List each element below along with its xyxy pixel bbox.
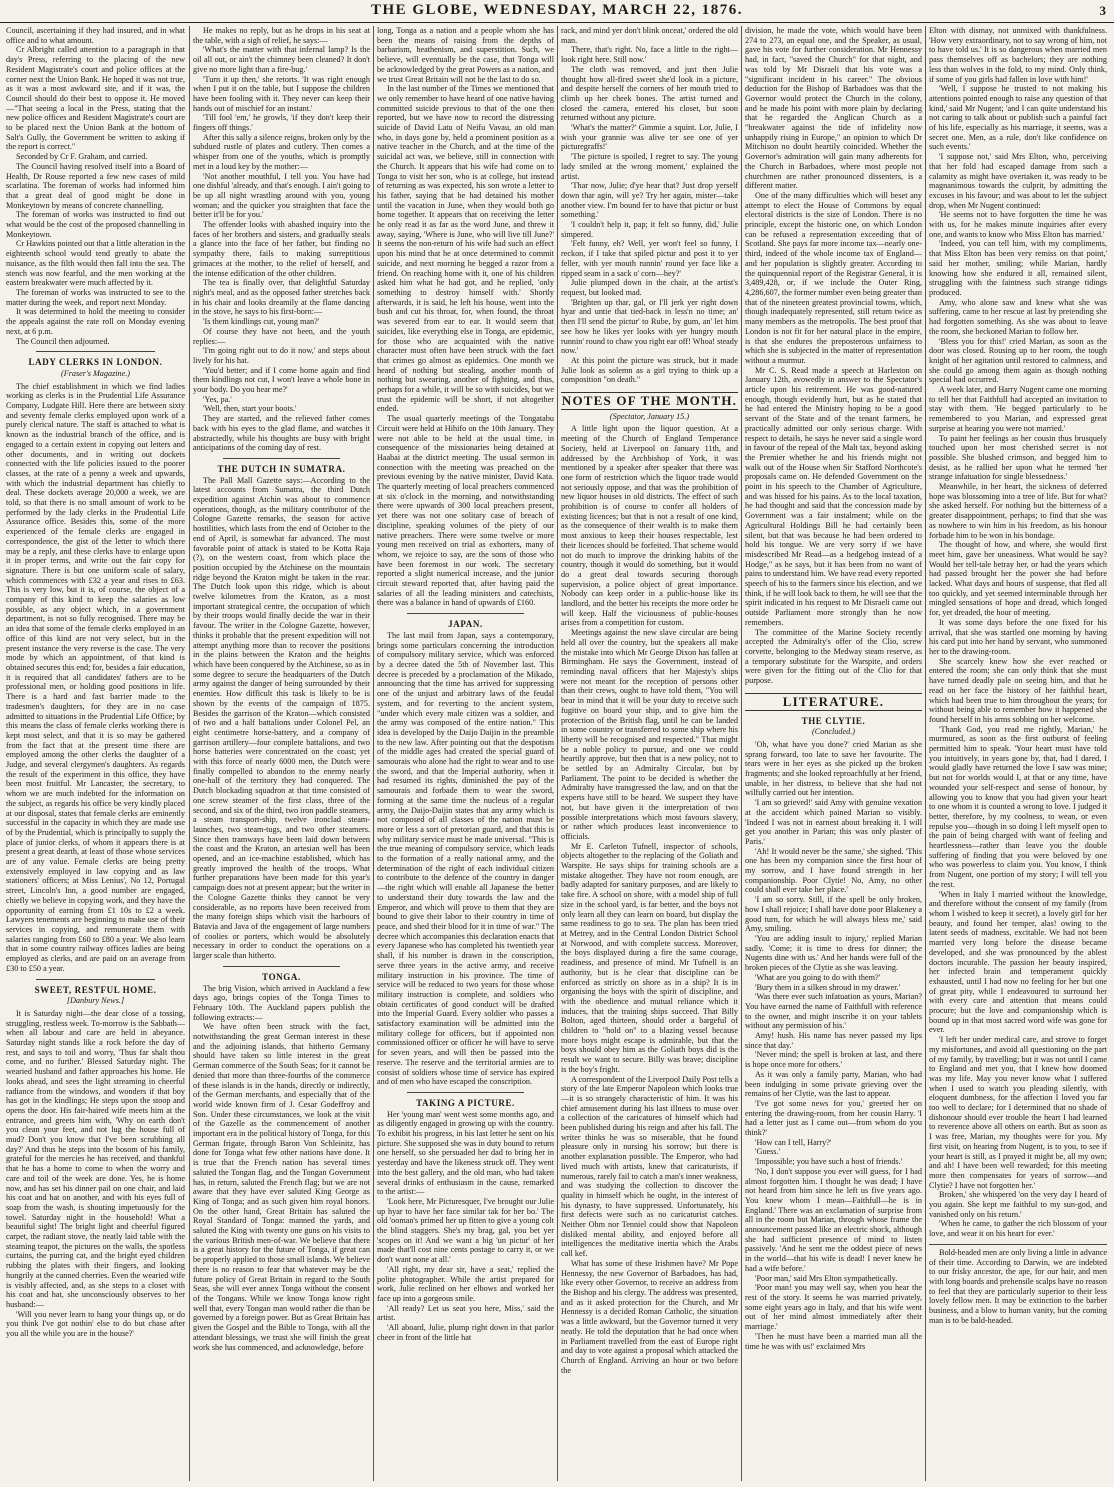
column-rule [557,26,558,1481]
section-divider [407,1092,524,1093]
article-paragraph: It was determined to hold the meeting to consider the appeals against the rate roll on Monday evening next, at 6 p.m. [6,307,185,336]
article-paragraph: 'Then he must have been a married man all the time he was with us!' exclaimed Mrs [745,1331,922,1351]
article-paragraph: Cr Hawkins pointed out that a little alteration in the eighteenth school would tend greatly to abate the nuisance, as the filth would then fall into the sea. The stench was now fearful, and the men working at the eastern breakwater were much affected by it. [6,239,185,288]
column-5 [745,26,922,1481]
section-heading: TAKING A PICTURE. [416,1097,515,1108]
article-paragraph: The brig Vision, which arrived in Auckland a few days ago, brings copies of the Tonga Times to February 10th. The Auckland papers publish the following extracts:— [193,983,370,1022]
article-paragraph: 'How can I tell, Harry?' [755,1137,832,1147]
article-paragraph: One of the many difficulties which will beset any attempt to elect the House of Commons by equal electoral districts is the size of London. There is no principle, except the historic one, on which London can be refused a representation exceeding that of Scotland. She pays far more income tax—nearly one-third, indeed of the whole income tax of England—and her population is slightly greater. According to the quinquennial report of the Registrar General, it is 3,489,428, or, if we include the Outer Ring, 4,286,607, the former number even being greater than that of the nineteen greatest provincial towns, which, though inadequately represented, still return twice as many members as the metropolis. The best proof that London is not fit for her natural place in the empire, is that she endures the preposterous unfairness to which she is subjected in the matter of representation without a murmur. [745,190,922,365]
article-paragraph: 'I am so grieved!' said Amy with genuine vexation at the accident which pained Marian so visibly. 'Indeed I was not in earnest about breaking it. I will get you another in Parian; this was only plaster of Paris.' [745,798,922,846]
column-3 [377,26,554,1481]
section-divider [223,458,340,459]
article-paragraph: The tea is finally over, that delightful Saturday night's meal, and as the opposed father stretches back in his chair and looks dreamily at the flame dancing in the stove, he says to his first-born:— [193,278,370,317]
article-paragraph: 'All right, my dear sir, have a seat,' replied the polite photographer. While the artist prepared for work, Julie reclined on her elbows and worked her face up into a gorgeous smile. [377,1264,554,1303]
article-paragraph: She scarcely knew how she ever reached or entered the room; she can only think that she must have turned deadly pale on seeing him, and that he read on her face the history of her faithful heart, which had been true to him throughout the years; for without being able to remember how it happened she found herself in his arms sobbing on her welcome. [929,656,1107,724]
article-paragraph: The foreman of works was instructed to see to the matter during the week, and report next Monday. [6,287,185,307]
article-paragraph: 'All ready? Let us seat you here, Miss,' said the artist. [377,1303,554,1323]
literature-heading-box [745,693,922,711]
article-paragraph: 'Indeed, you can tell him, with my compliments, that Miss Elton has been very remiss on that point,' said her mother, smiling; while Marian, hardly knowing how she endured it all, remained silent, struggling with the faintness such strange tidings produced. [929,239,1107,297]
section-divider [929,1244,1107,1245]
column-6 [929,26,1107,1481]
section-heading: TONGA. [262,971,301,982]
column-rule [373,26,374,1481]
article-paragraph: 'What are you going to do with them?' [755,972,881,982]
article-paragraph: The committee of the Marine Society recently accepted the Admiralty's offer of the Clio, screw corvette, belonging to the Medway steam reserve, as a temporary substitute for the Warspite, and orders were given for the fitting out of the Clio for that purpose. [745,627,922,686]
article-paragraph: long, Tonga as a nation and a people whom she has been the means of raising from the depths of barbarism, heathenism, and superstition. Such, we believe, will eventually be the case, that Tonga will be acknowledged by the great Powers as a nation, and we trust Great Britain will not be the last to do so. [377,26,554,84]
section-heading: LADY CLERKS IN LONDON. [28,357,163,368]
article-paragraph: 'Not another mouthful, I tell you. You have had one dishful 'already, and that's enough. I ain't going to be up all night wrastling around with you, young woman; and the quicker you straighten that face the better it'll be for you.' [193,171,370,220]
section-source: [Danbury News.] [66,996,125,1006]
article-paragraph: It was some days before the one fixed for his arrival, that she was startled one morning by having his card put into her hand by servant, who summoned her to the drawing-room. [929,617,1107,656]
article-paragraph: 'I'm going right out to do it now,' and steps about lively for his hat. [193,346,370,365]
article-paragraph: 'Oh, what have you done?' cried Marian as she sprang forward, too late to save her favourite. The tears were in her eyes as she picked up the broken fragments; and she looked reproachfully at her friend, unable, in her distress, to believe that she had not wilfully carried out her intention. [745,739,922,798]
article-paragraph: A week later, and Harry Nugent came one morning to tell her that Faithfull had accepted an invitation to stay with them. 'He begged particularly to be remembered to you Marian, and expressed great surprise at hearing you were not married.' [929,385,1107,433]
article-paragraph: As it was only a family party, Marian, who had been indulging in some private grieving over the remains of her Clytie, was the last to appear. [745,1069,922,1099]
section-source: (Spectator, January 15.) [609,411,690,421]
section-divider [36,979,155,980]
article-paragraph: Bold-headed men are only living a little in advance of their time. According to Darwin, we are indebted to our frisky ancestor, the ape, for our hair, and men with long boards and prehensile scalps have no reason to feel that they are particularly superior to their less lovely fellow men. It may be extinction to the barber business, and a blow to human vanity, but the coming man is to be bald-headed. [929,1247,1107,1325]
article-paragraph: The Council having resolved itself into a Board of Health, Dr Rouse reported a few new cases of mild scarlatina. The foreman of works had informed him that a great deal of good might be done in Monkeytown by means of concrete channelling. [6,161,185,210]
story-title: THE CLYTIE. [801,715,866,726]
article-paragraph: Meanwhile, in her heart, the sickness of deferred hope was blossoming into a tree of life. But for what? she asked herself. For nothing but the bitterness of a greater disappointment, perhaps; to find that she was as nowhere to win him in his freedom, as his honour forbade him to be won in his bondage. [929,482,1107,540]
article-paragraph: Elton with dismay, not unmixed with thankfulness. 'How very extraordinary, not to say wrong of him, not to have told us.' It is so dangerous when married men pass themselves off as bachelors; they are nothing less than wolves in the fold, to my mind. Only think, if some of you girls had fallen in love with him!' [929,26,1107,84]
article-paragraph: 'Well, I suppose he trusted to not making his attentions pointed enough to raise any question of that kind,' said Mr Nugent; 'and I can quite understand his not caring to talk about or publish such a painful fact of his life, especially as his marriage, it seems, was a secret one. Men, as a rule, don't like confidence on such events.' [929,84,1107,152]
article-paragraph: Amy! hush. His name has never passed my lips since that day.' [745,1031,922,1050]
article-paragraph: Council, ascertaining if they had insured, and in what office and to what amount. [6,26,185,45]
article-paragraph: There, that's right. No, face a little to the right—look right here. Still now.' [561,45,738,65]
article-paragraph: 'What's the matter with that infernal lamp? Is the oil all out, or ain't the chimney been cleaned? It don't give no more light than a fire-bug.' [193,45,370,74]
article-paragraph: The Council then adjourned. [16,336,110,346]
article-paragraph: 'You'd better; and if I come home again and find them kindlings not cut, I won't leave a whole bone in your body. Do you hear me?' [193,365,370,395]
article-paragraph: 'Never mind; the spell is broken at last, and there is hope once more for others.' [745,1050,922,1070]
section-heading: THE DUTCH IN SUMATRA. [217,463,346,474]
section-source: (Fraser's Magazine.) [60,368,131,378]
article-paragraph: Of course they have not been, and the youth replies:— [193,326,370,346]
article-paragraph: 'Till fool 'em,' he growls, 'if they don't keep their fingers off things.' [193,113,370,133]
article-paragraph: 'Ah! It would never be the same,' she sighed. 'This one has been my companion since the first hour of my sorrow, and I have found strength in her companionship. Poor Clytie! No, Amy, no other could shall ever take her place.' [745,846,922,895]
article-paragraph: 'When he came, to gather the rich blossom of your love, and wear it on his heart for ever.' [929,1219,1107,1239]
article-paragraph: 'Impossible; you have such a host of friends.' [755,1157,903,1167]
article-paragraph: rack, and mind yer don't blink onceat,' ordered the old man. [561,26,738,45]
column-4 [561,26,738,1481]
article-paragraph: He makes no reply, but as he drops in his seat at the table, with a sigh of relief, he says:— [193,26,370,45]
article-paragraph: division, he made the vote, which would have been 274 to 273, an equal one, and the Speaker, as usual, gave his vote for further consideration. Mr Hennessy had, in fact, "saved the Church" for that night, and was told by Mr Disraeli that his vote was a "significant incident in his career." The obvious deduction for the Bishop of Barbadoes was that the Governor would protect the Church in the colony, and he made his point with more plain by declaring that he regarded the Anglican Church as a "breakwater against the tide of infidelity now unhappily rising in Europe," an opinion to which Dr Mitchison no doubt heartily coincided. Whether the Governor's admiration will gain many adherents for the Church in Barbadoes, where most people not churchmen are rather pronounced dissenters, is a different matter. [745,26,922,191]
article-paragraph: A little light upon the liquor question. At a meeting of the Church of England Temperance Society, held at Liverpool on January 11th, and addressed by the Archbishop of York, it was mentioned by a speaker after speaker that there was one form of restriction which the liquor trade would not seriously oppose, and that was the prohibition of new liquor houses in old districts. The effect of such prohibition is of course to confer all holders of existing licences; but that is not a result of one kind, as the consequence of their wealth is to make them most anxious to keep their houses respectable, lest their licences should be forfeited. That scheme would not do much to improve the drinking habits of the country, though it would do something, but it would do a great deal towards securing thorough supervision, a police object of great importance. Nobody can keep order in a public-house like its landlord, and the better his receipts the more order he will keep. Half the viciousness of public-houses arises from a competition for custom. [561,424,738,628]
article-paragraph: Julie plumped down in the chair, at the artist's request, but looked mad. [561,278,738,297]
article-paragraph: 'Thank God, you read me rightly, Marian,' he murmured, as soon as the first outburst of feeling permitted him to speak. 'Your heart must have told you intuitively, in years gone by, that, had I dared, I would gladly have returned the love I saw was mine; but not for worlds would I, at that or any time, have wounded your self-respect and sense of honour, by allowing you to know that you had given your heart to one whom it is counted a wrong to love. I judged it better, therefore, by my coolness, to wean, or even repulse you—though in so doing I left myself open to the pain of being charged with want of feeling and heartlessness—rather than leave you the double suffering of finding that you were beloved by one who was powerless to claim you. You know, I think from Nugent, one portion of my story; I will tell you the rest. [929,724,1107,889]
article-paragraph: 'Yes, pa.' [203,394,232,404]
article-paragraph: Meetings against the new slave circular are being held all over the country, but the speakers all make the mistake into which Mr George Dixon has fallen at Birmingham. He says the Government, instead of reminding naval officers that her Majesty's ships were not meant for the reception of persons other than their crews, ought to have told them, "You will bear in mind that it will be your duty to receive such fugitive on board your ship, and to give him the protection of the British flag, until he can be landed in some country or transferred to some ship where his liberty will be recognised and respected." That might be a noble policy to pursue, and one we could heartily approve, but then that is a new policy, not to be settled by an Admiralty Circular, but by Parliament. The point to be decided is whether the Admiralty have transgressed the law, and on that the experts have still to be heard. We suspect they have not, but have given it the interpretation of two possible interpretations which most favours slavery, or rather which produces least inconvenience to officials. [561,628,738,841]
article-paragraph: The thought of how, and where, she would first meet him, gave her uneasiness. What would he say? Would her tell-tale betray her, or had the years which had passed brought her the power she had before lacked. What days and hours of suspense, that fled all too quickly, and yet seemed interminable through her mingled sensations of hope and dread, which longed for, yet dreaded, the hour of meeting. [929,540,1107,618]
article-paragraph: 'When in Italy I married without the knowledge, and therefore without the consent of my family (from whom I wished to keep it secret), a lovely girl for her beauty, and found her temper, alas! owing to the latent seeds of madness, excitable. We had not been married very long before the disease became developed, and she was pronounced by the ablest doctors incurable. The passion her beauty inspired, her infected brain and temperament quickly exhausted, until I had now no feeling for her but one of great pity, while I endeavoured to surround her with every care and attention that means could procure; but the love and companionship which is bound up in that most sacred word wife was gone for ever. [929,889,1107,1035]
article-paragraph: Amy, who alone saw and knew what she was suffering, came to her rescue at last by pretending she had forgotten something. As she was about to leave the room, she beckoned Marian to follow her. [929,297,1107,336]
column-1 [6,26,185,1481]
article-paragraph: 'I suppose not,' said Mrs Elton, who, perceiving that her fold had escaped damage from such a calamity as might have overtaken it, was ready to be magnanimous towards the culprit, by admitting the excuses in his favour; and was about to let the subject drop, when Mr Nugent continued: [929,152,1107,210]
article-paragraph: What has some of these Irishmen have? Mr Pope Hennessy, the new Governor of Barbadoes, has had, like every other Governor, to receive an address from the Bishop and his clergy. The address was presented, and as it asked protection for the Church, and Mr Hennessy is a decided Roman Catholic, the situation was a little awkward, but the Governor turned it very neatly. He told the deputation that he had once when in Parliament travelled from the east of Europe right and day to vote against a proposal which attacked the Church of England. Arriving an hour or two before the [561,1258,738,1375]
article-paragraph: The cloth was removed, and just then Julie thought how all-fired sweet she'd look in a picture, and despite herself the corners of her mouth tried to climb up her cheek bones. The artist turned and closed the camera, entered his closet, but soon returned without any picture. [561,64,738,123]
section-heading: JAPAN. [448,619,483,630]
article-paragraph: 'Poor man,' said Mrs Elton sympathetically. [755,1273,898,1283]
article-paragraph: They are started, and the relieved father comes back with his eyes to the glad flame, and watches it abstractedly, while his thoughts are busy with bright anticipations of the coming day of rest. [193,414,370,453]
article-paragraph: The chief establishment in which we find ladies working as clerks is in the Prudential Life Assurance Company, Ludgate Hill. Here there are between sixty and seventy female clerks employed upon work of a purely clerical nature. The staff is attached to what is known as the industrial branch of the office, and is engaged to a certain extent in copying out letters and other documents, and in writing out dockets connected with the life policies issued to the poorer classes, at the rate of a penny a week and upwards, with which the industrial department has chiefly to deal. These dockets average 20,000 a week, we are told, so that there is no small amount of work to be performed by the lady clerks in the Prudential Life Assurance office. Besides this, some of the more experienced of the female clerks are engaged in correspondence, the gist of the letter to which there may be a reply, and these clerks have to enlarge upon it in proper terms, and write out the fair copy for signature. There is but one uniform scale of salary, which commences with £32 a year and rises to £63. This is very low, but it is, of course, the object of a company of this kind to keep the salaries as low possible, as any object which, in a government department, is not so fully recognised. There may be an idea that some of the female clerks employed in an office of this kind are not very select, but in the present instance the very reverse is the case. The very mode by which an appointment, of that kind is obtained secures this end; for, besides a fair education, it is required that all candidates' fathers are to be professional men, or holding good positions in life. There is a hard and fast barrier made to the tradesmen's daughters, for they are in no case admitted to situations in the Prudential Life Office; by this means the class of female clerks working there is kept most select, and that it is so may be gathered from the fact that at the present time there are employed among the other clerks the daughter of a Judge, and several clergymen's daughters. As regards the result of the experiment in this office, they have been most fruitful. Mr Lancaster, the secretary, to whom we are much indebted for the information on the subject, as regards his office be very kindly placed at our disposal, states that female clerks are eminently successful in the capacity in which they are made use of by the Prudential, which is principally to supply the place of junior clerks, of whom it appears there is at present a great dearth, at least of those whose services are of any value. Female clerks are being pretty extensively employed in law copying and as law stationers' officers; at Miss Lenius', No 12, Portugal street, Lincoln's Inn, a good number are engaged, chiefly we believe in copying work, and they have the opportunity of earning from £1 10s to £2 a week. Lawyers tenements are beginning to make use of their services in copying, and remunerate them with salaries ranging from £60 to £80 a year. We also learn that in some country railway offices ladies are being employed as clerks, and are paid on an average from £30 to £50 a year. [6,381,185,973]
article-paragraph: After this sally a silence reigns, broken only by the subdued rustle of plates and cutlery. Then comes a whisper from one of the youths, which is promptly met in a loud key by the mother:— [193,132,370,171]
column-rule [925,26,926,1481]
article-paragraph: Seconded by Cr F. Graham, and carried. [16,152,148,162]
article-paragraph: 'He seems not to have forgotten the time he was with us, for he makes minute inquiries after every one, and wants to know who Miss Elton has married.' [929,210,1107,239]
article-paragraph: 'I've got some news for you,' greeted her on entering the drawing-room, from her cousin Harry. 'I had a letter just as I came out—from whom do you think?' [745,1098,922,1138]
article-paragraph: We have often been struck with the fact, notwithstanding the great German interest in these and the adjoining islands, that hitherto Germany should have taken so little interest in the great German commerce of the South Seas; for it cannot be denied that more than three-fourths of the commerce of these islands is in the hands, directly or indirectly, of the German merchants, and especially that of the world wide known firm of J. Cesar Godeffroy and Son. Under these circumstances, we look at the visit of the Gazelle as the commencement of another important era in the political history of Tonga, for this German frigate, through Baron Von Schleinitz, has done for Tonga what few other nations have done. It is true that the French nation has several times saluted the Tongan flag, and the Tongan Government has, in return, saluted the French flag; but we are not aware that they have ever saluted King George as King of Tonga; and as such given him royal honors. On the other hand, Great Britain has saluted the Royal Standard of Tonga: manned the yards, and saluted the King with twenty one guns on his visits to the various British men-of-war. We believe that there is a great history for the future of Tonga, if great can be properly applied to those small islands. We believe there is no reason to fear that whatever may be the future policy of Great Britain in regard to the South Seas, she will ever annex Tonga without the consent of the Tongans. While we know Tonga know right well that, every Tongan man would rather die than be governed by a foreign power. But as Great Britain has given the Gospel and the Bible to Tonga, with all the attendant blessings, we trust she will finish the great work she has commenced, and acknowledge, before [193,1022,370,1352]
section-divider [223,966,340,967]
article-paragraph: Cr Albright called attention to a paragraph in that day's Press, referring to the placing of the new Resident Magistrate's court and police offices at the corner next the Union Bank. He hoped it was not true, as it was a most awkward site, and if it was, the Council should do their best to oppose it. He moved—"That seeing a local in the Press, stating that the new police offices and Resident Magistrate's court are to be placed next the Union Bank at the bottom of Salt's Gully, the Government be written to asking if the report is correct." [6,45,185,152]
article-paragraph: 'I left her under medical care, and strove to forget my misfortunes, and avoid all questioning on the part of my family, by travelling; but it was not until I came to England and met you, that I knew how doomed was my life. May you never know what I suffered when I used to watch you pleading silently, with eloquent dumbness, for the affection I loved you far too well to declare; for I determined that no shade of dishonour should ever trouble the heart I had learned to reverence above all others on earth. But as soon as I was free, Marian, my thoughts were for you. My first visit, on hearing from Nugent, is to you, to see if your heart is still, as I prayed it might be, all my own; and ah! I have been well rewarded; for this meeting more then compensates for years of sorrow—and Clytie? I have not forgotten her.' [929,1035,1107,1190]
article-paragraph: 'Turn it up then,' she retorts. 'It was right enough when I put it on the table, but I suppose the children have been fooling with it. They never can keep their hands out of mischief for an instant.' [193,74,370,113]
section-divider [36,351,155,352]
article-paragraph: The offender looks with abashed inquiry into the faces of her brothers and sisters, and gradually steals a glance into the face of her father, but finding no sympathy there, fails to making surreptitious grimaces at the mother, to the relief of herself, and the intense edification of the other children. [193,220,370,278]
article-paragraph: A correspondent of the Liverpool Daily Post tells a story of the late Emperor Napoleon which looks true—it is so strangely characteristic of him. It was his chief amusement during his last illness to muse over a collection of the caricatures of himself which had been published during his reign and after his fall. The writer thinks he was so miserable, that he found pleasure only in nursing his sorrow; but there is another explanation possible. The Emperor, who had lived much with artists, knew that caricaturists, if numerous, rarely fail to catch a man's inner weakness, and was studying the collection to discover the quality in himself which he ought, in the interest of his dynasty, to have suppressed. Unfortunately, his first defects were such as no caricaturist catches. Neither Ohm nor Tenniel could show that Napoleon disliked mental ability, and enjoyed before all intelligences the meditative inertia which the Arabs call kef. [561,1074,738,1259]
article-paragraph: 'Well, then, start your boots.' [203,404,297,414]
column-2 [193,26,370,1481]
article-paragraph: 'Poor man! you may well say, when you hear the rest of the story. It seems he was married privately, some eight years ago in Italy, and that his wife went out of her mind almost immediately after their marriage.' [745,1283,922,1332]
article-paragraph: To paint her feelings as her cousin thus brusquely touched upon her most cherished secret is not possible. She blushed crimson, and begged him to desist, as he rallied her upon what he termed 'her strange infatuation for single blessedness.' [929,433,1107,482]
story-note: (Concluded.) [812,727,855,737]
column-rule [189,26,190,1481]
page-number: 3 [1099,3,1106,18]
article-paragraph: 'Brighten up thar, gal, or I'll jerk yer right down hyar and untie that tied-back in less'n no time; an' then I'll send the pictur' to Rube, by gum, an' let him see how he likes yer looks with yer hungry mouth runnin' round to chaw you right ear off! Whoa! steady now.' [561,297,738,356]
article-paragraph: 'Look here, Mr Picturesquer, I've brought our Julie up hyar to have her face similar tak for her bo.' The old 'ooman's primed her up fitten to give a young colt the blind staggers. She's my brag, gal, you bet yer 'scopes on it! And we want a big 'un pictur' of her made that'll cost nine cents postage to carry it, or we don't want none at all.' [377,1196,554,1265]
column-rule [741,26,742,1481]
article-paragraph: 'Thar now, Julie; d'ye hear that? Just drop yerself down thar agin, will ye? Try her again, mister—take another view. I'm bound fer to have that pictur or bust something.' [561,181,738,220]
article-paragraph: 'No, I don't suppose you ever will guess, for I had almost forgotten him. I thought he was dead; I have not heard from him since he left us five years ago. You knew whom I mean—Faithfull—he is in England.' There was an exclamation of surprise from all in the room but Marian, through whose frame the announcement passed like an electric shock, although she had sufficient presence of mind to listen passively. 'And he sent me the oddest piece of news in the world—that his wife is dead! I never knew he had a wife before.' [745,1166,922,1273]
article-paragraph: Her 'young man' went west some months ago, and as diligently engaged in growing up with the country. To exhibit his progress, in his last letter he sent on his picture. She supposed she was in duty bound to return one herself, so she persuaded her dad to bring her in yesterday and have the likeness struck off. They went into the best gallery, and the old man, who had taken several drinks of enthusiasm in the cause, remarked to the artist:— [377,1109,554,1197]
article-paragraph: 'I couldn't help it, pap; it felt so funny, did,' Julie simpered. [561,220,738,239]
masthead [0,0,1114,23]
notes-heading-box [561,392,738,410]
section-heading: SWEET, RESTFUL HOME. [34,984,157,995]
article-paragraph: In the last number of the Times we mentioned that we only remember to have heard of one native having committed suicide previous to that of the one then reported, but we have now to record the distressing suicide of David Latu of Neifu Vavau, an old man who, in days gone by, held a prominent position as a native teacher in the Church, and at the time of the suicidal act was, we believe, still in connection with the Church. It appears that his wife had come on to Tonga to visit her son, who is at college, but instead of returning as was expected, his son wrote a letter to his father, saying that he had detained his mother until the vacation in June, when they would both go home together. It appears that on receiving the letter he only read it as far as the word June, and threw it away, saying, 'Where is June, who will live till June?' It seems the non-return of his wife had such an effect upon his mind that he at once determined to commit suicide, and next morning he begged a razor from a friend. On reaching home with it, one of his children asked him what he had got, and he replied, 'only something to destroy himself with.' Shortly afterwards, it is said, he left his house, went into the bush and cut his throat, for, when found, the throat was severed from ear to ear. It would seem that suicides, like everything else in Tonga, are epidemic, for those who are acquainted with the native character must often have been struck with the fact that crimes go almost as epidemics. One month we heard of nothing but stealing, another month of nothing but swearing, another of fighting, and thus, perhaps for a while, it will be so with suicides, but we trust the epidemic will be short, if not altogether ended. [377,84,554,414]
article-paragraph: 'Felt funny, eh? Well, yer won't feel so funny, I reckon, if I take that spiled pictur and post it to yer feller, with yer mouth runnin' round yer face like a ripped seam in a sack o' corn—hey?' [561,239,738,278]
article-paragraph: The last mail from Japan, says a contemporary, brings some particulars concerning the introduction of compulsory military service, which was enforced by a decree dated the 5th of November last. This decree is preceded by a proclamation of the Mikado, announcing that the time has arrived for suppressing one of the unjust and arbitrary laws of the feudal system, and for reverting to the ancient system, "under which every male citizen was a soldier, and the army was composed of the entire nation." This idea is developed by the Daijo Daijin in the preamble to the new law. After pointing out that the despotism of the middle ages had created the special guard of samourais who alone had the right to wear and to use the sword, and that the Imperial authority, when it had resumed its rights, diminished the pay of the samourais and forbade them to wear the sword, forming at the same time the nucleus of a regular army, the Daijo-Daijin states that any army which is not composed of all classes of the nation must be more or less a sort of pretorian guard, and that this is why military service must be made universal. "This is the true meaning of compulsory service, which leads to the formation of a really national army, and the determination of the right of each individual citizen to contribute to the defence of the country in danger—the right which will enable all Japanese the better to understand their duty towards the law and the Emperor, and which will prove to them that they are bound to give their labor to their country in time of peace, and shed their blood for it in time of war." The decree which accompanies this declaration enacts that every Japanese who has completed his twentieth year shall, if his number is drawn in the conscription, serve three years in the active army, and receive military instruction in his province. The time of service will be reduced to two years for those whose military instruction is complete, and soldiers who obtain certificates of good conduct will be drafted into the Imperial Guard. Every soldier who passes a satisfactory examination will be admitted into the military college for officers, but if appointed non commissioned officer or officer he will have to serve for seven years, and will then be passed into the reserve. The reserve and the territorial armies are to consist of soldiers whose time of service has expired and of men who have escaped the conscription. [377,630,554,1087]
article-paragraph: 'All aboard, Julie, plump right down in that parlor cheer in front of the little hat [377,1323,554,1342]
masthead-title: THE GLOBE, WEDNESDAY, MARCH 22, 1876. [370,2,744,18]
section-heading: NOTES OF THE MONTH. [561,393,738,409]
article-paragraph: Mr C. S. Read made a speech at Harleston on January 12th, avowedly in answer to the Spectator's article upon his retirement. He was good-natured enough, though evidently hurt, but as he stated that he had entered the Ministry hoping to be a good servant of the State and of the tenant farmers, he practically admitted our only serious charge. With respect to details, he says he never said a single word in favour of the repeal of the Malt tax, beyond asking the Premier whether he and his friends might not walk out of the House when Sir Stafford Northcote's proposals came on. He defended Government on the point in his speech to the Chamber of Agriculture, and was hissed for his pains. As to the local taxation, he had thought and said that the concession made by Government was a fair instalment; while on the Agricultural Holdings Bill he had certainly been silent, but that was because he had been ordered to hold his tongue. We are very sorry if we have misdescribed Mr Read—as a hedgehog instead of a Hodge," as he says, but it has been from no want of pains to understand him. We have read every reported speech of his to the farmers since his election, and we think, if he will look back to them, he will see that the spirit indicated in his request to Mr Disraeli came out outside Parliament more strongly than he now remembers. [745,365,922,627]
newspaper-columns [6,26,1108,1481]
article-paragraph: 'Will you never learn to hang your things up, or do you think I've got nothin' else to do but chase after you all the while you are in the house?' [6,1309,185,1339]
article-paragraph: 'Was there ever such infatuation as yours, Marian? You have earned the name of Faithfull with reference to the owner, and might inscribe it on your tablets without any permission of his.' [745,992,922,1031]
article-paragraph: 'Is them kindlings cut, young man?' [203,317,320,327]
article-paragraph: 'You are adding insult to injury,' replied Marian sadly. 'Come; it is time to dress for dinner; the Nugents dine with us.' And her hands were full of the broken pieces of the Clytie as she was leaving. [745,933,922,973]
article-paragraph: The Pall Mall Gazette says:—According to the latest accounts from Sumatra, the third Dutch expedition against Atchin was about to commence operations, though, as the military contributor of the Cologne Gazette remarks, the season for active hostilities, which lasts from the end of October to the end of April, is somewhat far advanced. The most favorable point of attack is stated to be Kotta Raja (?), on the western coast, from which place the position occupied by the Atchinese on the mountain ridge beyond the Kraton might be taken in the rear. The Dutch look upon this ridge, which is about twelve kilometres from the Kraton, as a most important strategical centre, the occupation of which by their troops would finally decide the war in their favour. The writer in the Cologne Gazette, however, thinks it probable that the present expedition will not attempt anything more than to recover the positions in the plains between the Kraton and the heights which have been conquered by the Atchinese, so as in some degree to secure the headquarters of the Dutch army against the danger of being surrounded by their enemies. How difficult this task is likely to be is shown by the events of the campaign of 1875. Besides the garrison of the Kraton—which consisted of two and a half battalions under Colonel Pel, an eight centimetre horse-battery, and a company of garrison artillery—four complete battalions, and two horse batteries were concentrated on the coast; yet with this force of nearly 6000 men, the Dutch were finally compelled to abandon to the enemy nearly one-half of the territory they had conquered. The Dutch blockading squadron at that time consisted of one screw steamer of the first class, three of the second, and six of the third, two iron paddle steamers, a steam transport-ship, twelve ironclad steam-launches, two steam-tugs, and two other steamers. Since then tramways have been laid down between the coast and the Kraton, an artesian well has been opened, and an ice-machine established, which has greatly improved the health of the troops. What further preparations have been made for this year's campaign does not at present appear; but the writer in the Cologne Gazette thinks they cannot be very considerable, as no reports have been received from the many foreign ships which visit the harbours of Batavia and Java of the engagement of large numbers of coolies or porters, which would be absolutely necessary in order to conduct the operations on a larger scale than hitherto. [193,475,370,961]
article-paragraph: The usual quarterly meetings of the Tongatabu Circuit were held at Hihifo on the 10th January. They were not able to be held at the usual time, in consequence of the missionaries being detained at Haabai at the district meeting. The usual sermon in connection with the meeting was preached on the previous evening by the native minister, David Kata. The quarterly meeting of local preachers commenced at six o'clock in the morning, and notwithstanding there were upwards of 300 local preachers present, yet there was not one solitary case of breach of discipline, speaking volumes of the piety of our native preachers. There were some twelve or more young men received on trial as exhorters, many of whom, we rejoice to say, are the sons of those who have been foremost in our work. The secretary reported a slight numerical increase, and the junior circuit steward reported that, after having paid the salaries of all the leading ministers and catechists, there was a balance in hand of upwards of £160. [377,414,554,608]
section-heading: LITERATURE. [782,693,885,709]
article-paragraph: Mr E. Carleton Tufnell, inspector of schools, objects altogether to the replacing of the Goliath and Warspite. He says ships for training schools are a mistake altogether. They have not room enough, are badly adapted for sanitary purposes, and are likely to take fire. A school on shore, with a model ship of full size in the school yard, is far better, and the boys not only learn all they can learn on board, but display the same readiness to go to sea. The plan has been tried at Metrey, and in the Central London District School at Norwood, and with complete success. Moreover, the boys displayed during a fire the same courage, readiness, and presence of mind. Mr Tufnell is an authority, but is he clear that discipline can be enforced as strictly on shore as in a ship? It is in organising the boys with the spirit of discipline, and with the obedience and mutual reliance which it induces, that the training ships succeed. That Billy Bolton, aged thirteen, should order a bargeful of children to "hold on" to a blazing vessel because more boys might escape is admirable, but that the boys should obey him as the Goliath boys did is the result we want to secure. Billy was brave; discipline is the boy's fright. [561,841,738,1074]
article-paragraph: 'Bless you for this!' cried Marian, as soon as the door was closed. Rousing up to her room, the tough knight of her agitation until restored to calmness, and she could go among them again as though nothing special had occurred. [929,336,1107,385]
article-paragraph: The foreman of works was instructed to find out what would be the cost of the proposed channelling in Monkeytown. [6,210,185,239]
article-paragraph: At this point the picture was struck, but it made Julie look as solemn as a girl trying to think up a composition "on death." [561,355,738,385]
article-paragraph: 'The picture is spoiled, I regret to say. The young lady smiled at the wrong moment,' explained the artist. [561,152,738,181]
article-paragraph: 'Guess.' [755,1147,781,1157]
article-paragraph: Broken,' she whispered 'on the very day I heard of you again. She kept me faithful to my sun-god, and vanished only on his return.' [929,1190,1107,1219]
article-paragraph: It is Saturday night—the dear close of a tossing, struggling, restless week. To-morrow is the Sabbath—when all labour and care are held in abeyance. Saturday night stands like a rock before the day of rest, and says to toil and worry, 'Thus far shalt thou come, and no further.' Blessed Saturday night. The wearied husband and father approaches his home. He looks ahead, and sees the light streaming in cheerful radiance from the windows, and wonders if that boy has got in the kindlings; He steps upon the stoop and opens the door. His fair-haired wife meets him at the entrance, and greets him with, 'Why on earth don't you clean your feet, and not lug the house full of mud? Don't you know that I've been scrubbing all day?' And thus he steps into the bosom of his family, grateful for the mercies he has received, and thankful that he has a home to come to when the worry and care and toil of the week are done. Yes, he is home now, and has set his dinner pail on one chair, and laid his coat and hat on another, and with his eyes full of soap from the wash, is shouting impetuously for the towel. Saturday night in the household! What a beautiful sight! The bright light and cheerful figured carpet, the radiant stove, the neatly laid table with the steaming teapot, the pictures on the walls, the spotless curtains, the purring cat, and the bright eyed children rubbing the plates with their fingers, and looking hungrily at the canned cherries. Even the wearied wife is visibly affected, and, as she steps to a closet with his coat and hat, she unconsciously observes to her husband:— [6,1008,185,1309]
article-paragraph: 'Bury them in a silken shroud in my drawer.' [755,982,901,992]
article-paragraph: 'What's the matter?' Gimmie a squint. Lor, Julie, I wish your grannie was alive ter see one of yer picturegraffs!' [561,123,738,152]
section-divider [407,613,524,614]
article-paragraph: 'I am so sorry. Still, if the spell be only broken, how I shall rejoice; I shall have done poor Blakeney a good turn, for which he will always bless me,' said Amy, smiling. [745,895,922,934]
